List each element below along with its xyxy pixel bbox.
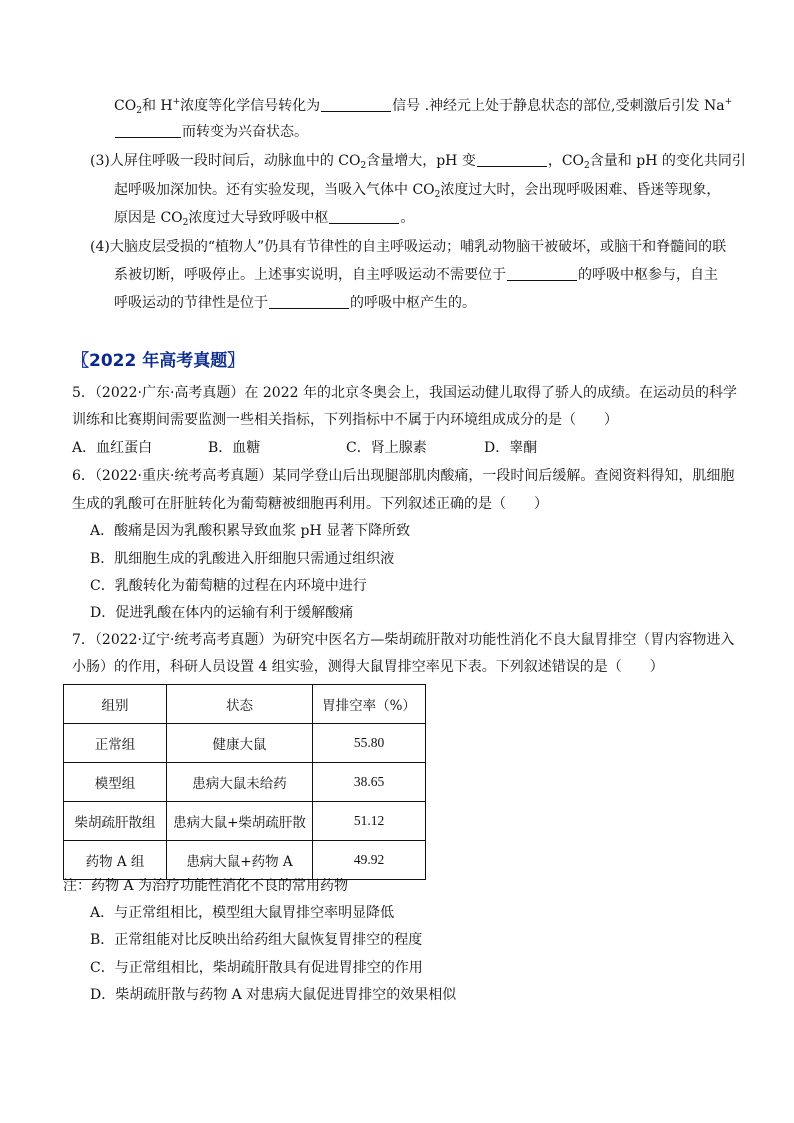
question-7-option-b[interactable]: B．正常组能对比反映出给药组大鼠恢复胃排空的程度 xyxy=(90,932,423,948)
answer-blank[interactable] xyxy=(507,266,577,281)
text: 起呼吸加深加快。还有实验发现，当吸入气体中 CO xyxy=(114,182,435,198)
heading-bracket-open: 〖 xyxy=(72,351,89,371)
question-7-option-a[interactable]: A．与正常组相比，模型组大鼠胃排空率明显降低 xyxy=(90,905,395,921)
table-cell: 柴胡疏肝散组 xyxy=(64,802,167,841)
question-7-option-d[interactable]: D．柴胡疏肝散与药物 A 对患病大鼠促进胃排空的效果相似 xyxy=(90,987,457,1003)
text: 的呼吸中枢参与，自主 xyxy=(578,267,718,283)
question-7-stem: 7．（2022·辽宁·统考高考真题）为研究中医名方—柴胡疏肝散对功能性消化不良大鼠胃排空（胃内容物进入 xyxy=(72,632,735,648)
table-cell: 模型组 xyxy=(64,763,167,802)
answer-blank[interactable] xyxy=(321,97,391,112)
table-cell: 健康大鼠 xyxy=(167,724,313,763)
table-cell: 55.80 xyxy=(313,724,426,763)
table-cell: 药物 A 组 xyxy=(64,841,167,880)
section-heading xyxy=(72,346,244,371)
question-5-option-c[interactable]: C．肾上腺素 xyxy=(346,440,427,456)
question-5-option-b[interactable]: B．血糖 xyxy=(208,440,261,456)
text: 含量增大，pH 变 xyxy=(366,153,476,169)
table-cell: 正常组 xyxy=(64,724,167,763)
table-note: 注：药物 A 为治疗功能性消化不良的常用药物 xyxy=(63,878,349,894)
subscript: 2 xyxy=(360,161,367,171)
table-header-row xyxy=(64,685,426,724)
text: 原因是 CO xyxy=(114,210,183,226)
text-line xyxy=(114,293,476,313)
table-cell: 38.65 xyxy=(313,763,426,802)
text-line xyxy=(114,92,732,121)
text: 含量和 pH 的变化共同引 xyxy=(589,153,746,169)
heading-bracket-close: 〗 xyxy=(227,351,245,371)
table-cell: 患病大鼠未给药 xyxy=(167,763,313,802)
question-5-option-d[interactable]: D．睾酮 xyxy=(484,440,538,456)
question-6-option-d[interactable]: D．促进乳酸在体内的运输有利于缓解酸痛 xyxy=(90,605,354,621)
text: 和 H xyxy=(141,98,173,114)
table-header: 胃排空率（%） xyxy=(313,685,426,724)
text: 的呼吸中枢产生的。 xyxy=(350,295,476,311)
table-row xyxy=(64,763,426,802)
question-6-stem: 6．（2022·重庆·统考高考真题）某同学登山后出现腿部肌肉酸痛，一段时间后缓解。查阅资料得知，肌细胞 xyxy=(72,468,735,484)
table-cell: 患病大鼠+药物 A xyxy=(167,841,313,880)
answer-blank[interactable] xyxy=(477,152,547,167)
text-line xyxy=(90,237,726,257)
text: 系被切断，呼吸停止。上述事实说明，自主呼吸运动不需要位于 xyxy=(114,267,506,283)
text-line xyxy=(90,151,746,176)
answer-blank[interactable] xyxy=(269,294,349,309)
superscript: + xyxy=(724,97,733,107)
text: 信号 .神经元上处于静息状态的部位,受刺激后引发 Na xyxy=(392,98,725,114)
table-cell: 51.12 xyxy=(313,802,426,841)
question-7-option-c[interactable]: C．与正常组相比，柴胡疏肝散具有促进胃排空的作用 xyxy=(90,960,423,976)
question-7-stem: 小肠）的作用，科研人员设置 4 组实验，测得大鼠胃排空率见下表。下列叙述错误的是（ ） xyxy=(72,659,664,675)
subscript: 2 xyxy=(136,106,142,116)
text: (3)人屏住呼吸一段时间后，动脉血中的 CO xyxy=(90,153,361,169)
text: 呼吸运动的节律性是位于 xyxy=(114,295,268,311)
text: (4)大脑皮层受损的“植物人”仍具有节律性的自主呼吸运动；哺乳动物脑干被破坏，或脑干和脊髓间的联 xyxy=(90,239,727,255)
table-header: 状态 xyxy=(167,685,313,724)
text: 浓度过大时，会出现呼吸困难、昏迷等现象， xyxy=(440,182,721,198)
question-6-stem: 生成的乳酸可在肝脏转化为葡萄糖被细胞再利用。下列叙述正确的是（ ） xyxy=(72,496,548,512)
table-header: 组别 xyxy=(64,685,167,724)
subscript: 2 xyxy=(434,190,441,200)
superscript: + xyxy=(172,97,181,107)
text: 浓度过大导致呼吸中枢 xyxy=(188,210,329,226)
heading-text: 2022 年高考真题 xyxy=(89,351,228,371)
table-row xyxy=(64,841,426,880)
table-cell: 49.92 xyxy=(313,841,426,880)
subscript: 2 xyxy=(584,161,590,171)
question-6-option-a[interactable]: A．酸痛是因为乳酸积累导致血浆 pH 显著下降所致 xyxy=(90,523,411,539)
text-line xyxy=(114,208,414,233)
text-line xyxy=(114,265,718,285)
table-cell: 患病大鼠+柴胡疏肝散 xyxy=(167,802,313,841)
text: ，CO xyxy=(547,153,585,169)
table-row xyxy=(64,802,426,841)
subscript: 2 xyxy=(182,218,189,228)
text: 浓度等化学信号转化为 xyxy=(180,98,321,114)
question-5-stem: 训练和比赛期间需要监测一些相关指标，下列指标中不属于内环境组成成分的是（ ） xyxy=(72,412,618,428)
results-table xyxy=(63,684,426,880)
question-6-option-b[interactable]: B．肌细胞生成的乳酸进入肝细胞只需通过组织液 xyxy=(90,551,395,567)
question-5-stem: 5．（2022·广东·高考真题）在 2022 年的北京冬奥会上，我国运动健儿取得了骄人的成绩。在运动员的科学 xyxy=(72,385,737,401)
text: 。 xyxy=(400,210,415,226)
answer-blank[interactable] xyxy=(329,209,399,224)
text-line xyxy=(114,180,720,205)
text-line xyxy=(114,122,308,142)
question-5-option-a[interactable]: A．血红蛋白 xyxy=(72,440,153,456)
text: 而转变为兴奋状态。 xyxy=(182,124,308,140)
table-row xyxy=(64,724,426,763)
text: CO xyxy=(114,98,137,114)
question-6-option-c[interactable]: C．乳酸转化为葡萄糖的过程在内环境中进行 xyxy=(90,578,367,594)
answer-blank[interactable] xyxy=(115,123,181,138)
